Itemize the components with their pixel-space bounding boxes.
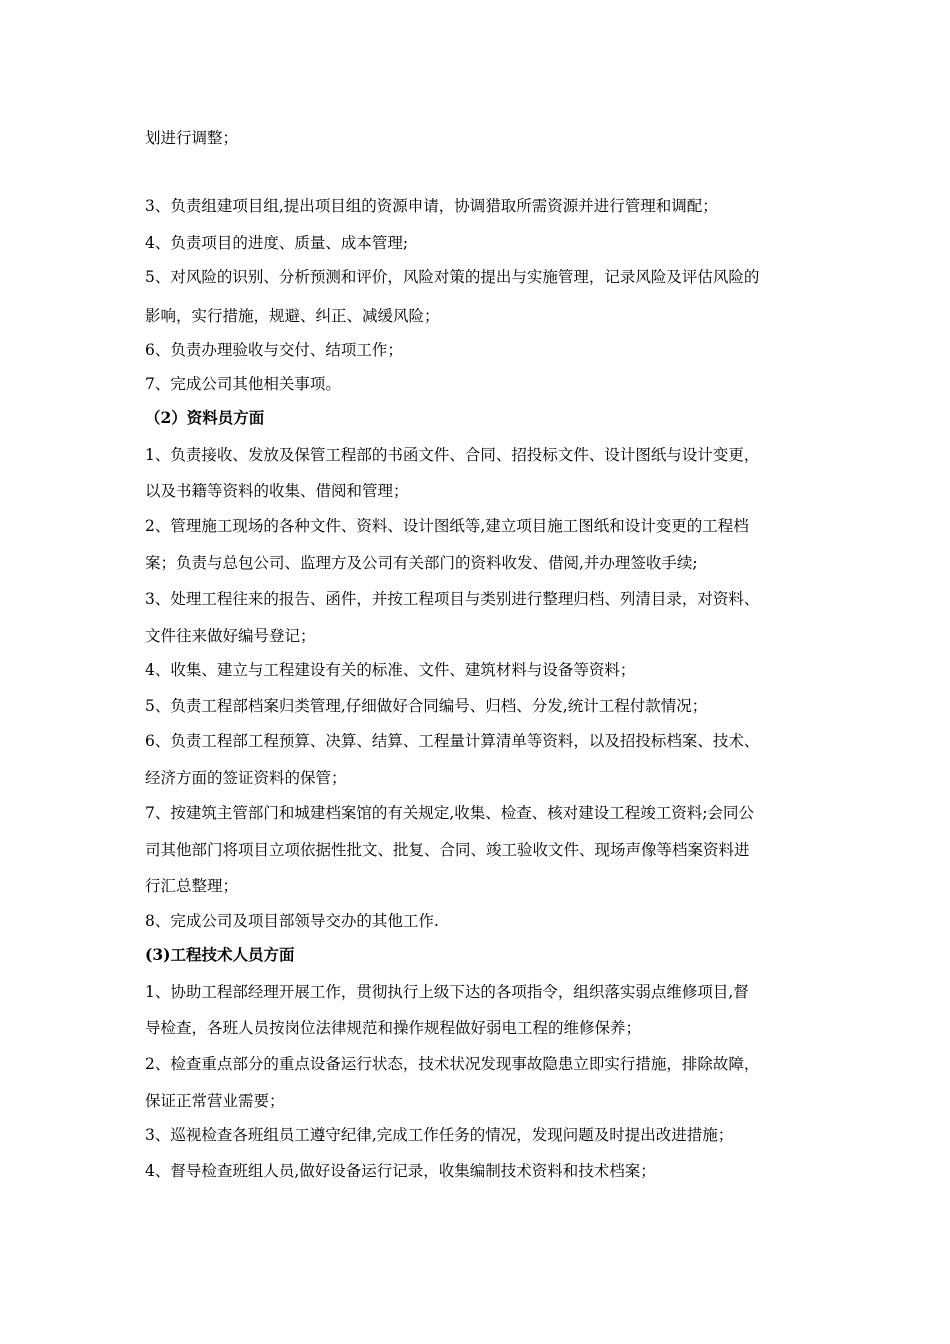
- text-line: 7、完成公司其他相关事项。: [145, 375, 341, 393]
- text-line: 3、巡视检查各班组员工遵守纪律,完成工作任务的情况，发现问题及时提出改进措施；: [145, 1126, 734, 1144]
- text-line: 经济方面的签证资料的保管；: [145, 769, 347, 787]
- text-line: 4、负责项目的进度、质量、成本管理;: [145, 234, 409, 252]
- text-line: 8、完成公司及项目部领导交办的其他工作.: [145, 912, 439, 930]
- text-line: 1、负责接收、发放及保管工程部的书函文件、合同、招投标文件、设计图纸与设计变更，: [145, 446, 760, 464]
- text-line: 7、按建筑主管部门和城建档案馆的有关规定,收集、检查、核对建设工程竣工资料;会同公: [145, 804, 755, 822]
- text-line: 1、协助工程部经理开展工作，贯彻执行上级下达的各项指令，组织落实弱点维修项目,督: [145, 983, 749, 1001]
- text-line: 5、对风险的识别、分析预测和评价，风险对策的提出与实施管理，记录风险及评估风险的: [145, 268, 760, 286]
- text-line: 导检查，各班人员按岗位法律规范和操作规程做好弱电工程的维修保养；: [145, 1019, 642, 1037]
- text-line: 3、负责组建项目组,提出项目组的资源申请，协调猎取所需资源并进行管理和调配；: [145, 197, 718, 215]
- text-line: 3、处理工程往来的报告、函件，并按工程项目与类别进行整理归档、列清目录，对资料、: [145, 590, 760, 608]
- text-line: 保证正常营业需要；: [145, 1092, 285, 1110]
- section-heading: （2）资料员方面: [145, 408, 265, 427]
- text-line: 2、管理施工现场的各种文件、资料、设计图纸等,建立项目施工图纸和设计变更的工程档: [145, 517, 749, 535]
- text-line: 6、负责工程部工程预算、决算、结算、工程量计算清单等资料，以及招投标档案、技术、: [145, 732, 760, 750]
- text-line: 行汇总整理；: [145, 877, 239, 895]
- text-line: 2、检查重点部分的重点设备运行状态，技术状况发现事故隐患立即实行措施，排除故障，: [145, 1055, 760, 1073]
- text-line: 以及书籍等资料的收集、借阅和管理；: [145, 482, 409, 500]
- text-line: 5、负责工程部档案归类管理,仔细做好合同编号、归档、分发,统计工程付款情况；: [145, 697, 708, 715]
- text-line: 案；负责与总包公司、监理方及公司有关部门的资料收发、借阅,并办理签收手续;: [145, 554, 698, 572]
- section-heading: (3)工程技术人员方面: [145, 945, 295, 964]
- text-line: 4、收集、建立与工程建设有关的标准、文件、建筑材料与设备等资料；: [145, 661, 636, 679]
- text-line: 6、负责办理验收与交付、结项工作；: [145, 341, 403, 359]
- text-line: 司其他部门将项目立项依据性批文、批复、合同、竣工验收文件、现场声像等档案资料进: [145, 841, 750, 859]
- text-line: 4、督导检查班组人员,做好设备运行记录，收集编制技术资料和技术档案；: [145, 1162, 656, 1180]
- text-line: 影响，实行措施，规避、纠正、减缓风险；: [145, 307, 440, 325]
- text-line: 划进行调整；: [145, 129, 239, 147]
- text-line: 文件往来做好编号登记；: [145, 627, 316, 645]
